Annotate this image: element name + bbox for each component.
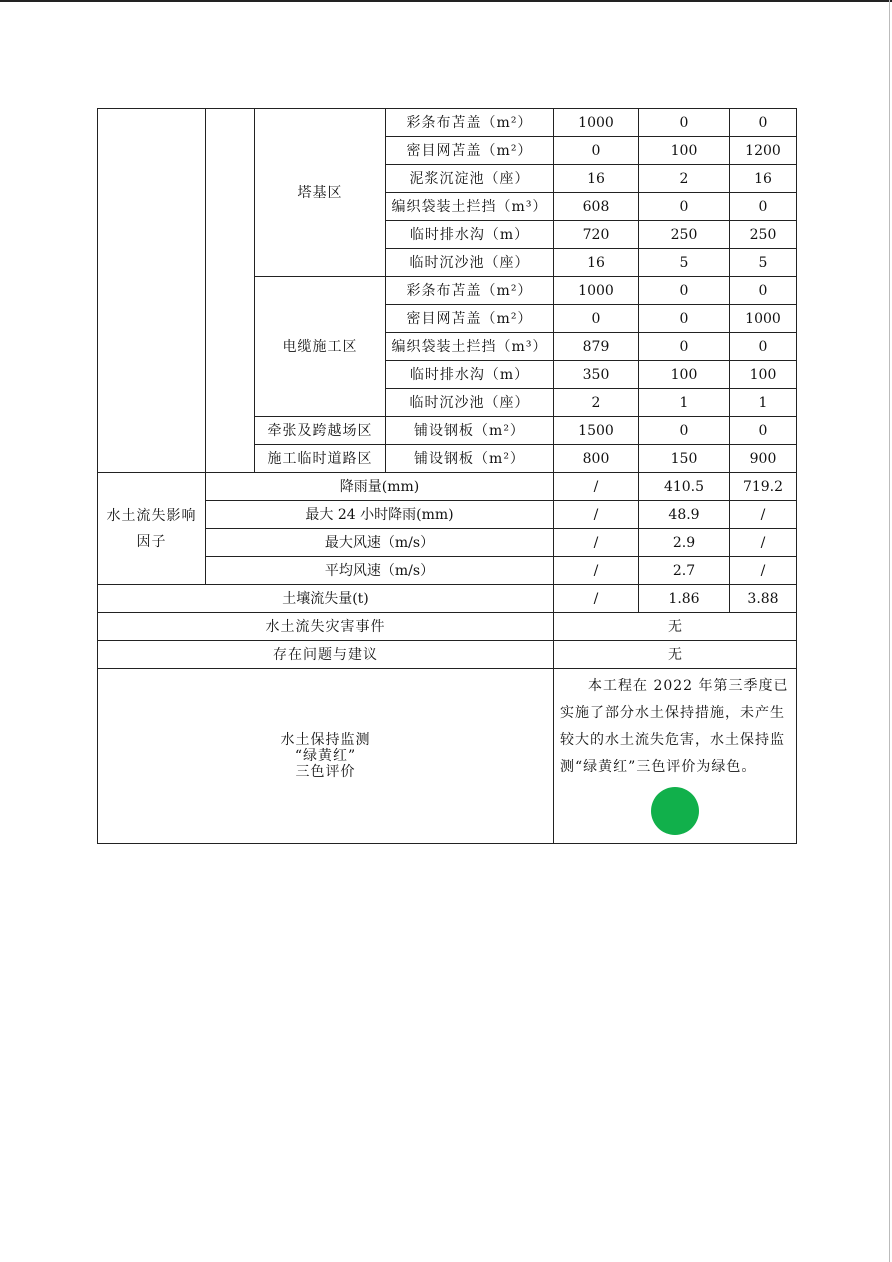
measure-name: 编织袋装土拦挡（m³） [386,333,554,361]
value-cell: 1200 [730,137,797,165]
monitoring-table [97,108,797,844]
value-cell: 100 [639,361,730,389]
value-cell: 1500 [554,417,639,445]
value-cell: / [554,529,639,557]
measure-name: 铺设钢板（m²） [386,445,554,473]
value-cell: 0 [730,417,797,445]
blank-group-cell [98,109,206,473]
value-cell: / [554,557,639,585]
value-cell: 1000 [730,305,797,333]
table-row [98,669,797,844]
value-cell: / [730,529,797,557]
value-cell: 1000 [554,277,639,305]
value-cell: 100 [730,361,797,389]
value-cell: 0 [639,417,730,445]
value-cell: 800 [554,445,639,473]
value-cell: 16 [554,249,639,277]
soil-loss-label: 土壤流失量(t) [98,585,554,613]
value-cell: / [730,557,797,585]
evaluation-label-line: “绿黄红” [294,748,357,764]
value-cell: 250 [639,221,730,249]
value-cell: 2 [554,389,639,417]
page-top-rule [0,0,892,2]
table-row [98,109,797,137]
measure-name: 铺设钢板（m²） [386,417,554,445]
value-cell: 720 [554,221,639,249]
factor-name: 最大 24 小时降雨(mm) [206,501,554,529]
value-cell: 150 [639,445,730,473]
measure-name: 临时沉沙池（座） [386,389,554,417]
value-cell: 0 [639,305,730,333]
table-row [98,641,797,669]
disaster-label: 水土流失灾害事件 [98,613,554,641]
value-cell: 1000 [554,109,639,137]
value-cell: 5 [730,249,797,277]
measure-name: 彩条布苫盖（m²） [386,109,554,137]
table-row [98,585,797,613]
value-cell: 2 [639,165,730,193]
issues-value: 无 [554,641,797,669]
value-cell: 350 [554,361,639,389]
value-cell: 5 [639,249,730,277]
value-cell: 0 [639,277,730,305]
measure-name: 临时排水沟（m） [386,361,554,389]
value-cell: 608 [554,193,639,221]
value-cell: 2.9 [639,529,730,557]
value-cell: 1.86 [639,585,730,613]
factors-label: 水土流失影响因子 [98,473,206,585]
evaluation-label-line: 水土保持监测 [280,732,371,748]
value-cell: 0 [639,109,730,137]
value-cell: / [730,501,797,529]
page-right-edge [889,0,890,1262]
measure-name: 密目网苫盖（m²） [386,137,554,165]
value-cell: 0 [639,193,730,221]
value-cell: 1 [730,389,797,417]
table-row [98,473,797,501]
cable-zone-label: 电缆施工区 [255,277,386,417]
value-cell: 1 [639,389,730,417]
evaluation-content [554,669,797,844]
value-cell: / [554,501,639,529]
value-cell: 410.5 [639,473,730,501]
value-cell: 0 [730,193,797,221]
value-cell: 0 [554,305,639,333]
value-cell: / [554,585,639,613]
tower-zone-label: 塔基区 [255,109,386,277]
disaster-value: 无 [554,613,797,641]
value-cell: 719.2 [730,473,797,501]
value-cell: 16 [554,165,639,193]
value-cell: 879 [554,333,639,361]
evaluation-dot-wrap [560,787,790,839]
measure-name: 彩条布苫盖（m²） [386,277,554,305]
evaluation-label-line: 三色评价 [295,764,356,780]
road-zone-label: 施工临时道路区 [255,445,386,473]
factor-name: 平均风速（m/s） [206,557,554,585]
value-cell: 0 [554,137,639,165]
evaluation-text: 本工程在 2022 年第三季度已实施了部分水土保持措施，未产生较大的水土流失危害，水土保持监测“绿黄红”三色评价为绿色。 [560,678,789,775]
value-cell: 250 [730,221,797,249]
measure-name: 临时排水沟（m） [386,221,554,249]
factor-name: 降雨量(mm) [206,473,554,501]
factor-name: 最大风速（m/s） [206,529,554,557]
measure-name: 泥浆沉淀池（座） [386,165,554,193]
evaluation-label [98,669,554,844]
stringing-zone-label: 牵张及跨越场区 [255,417,386,445]
measure-name: 密目网苫盖（m²） [386,305,554,333]
value-cell: 2.7 [639,557,730,585]
value-cell: 0 [730,109,797,137]
measure-name: 临时沉沙池（座） [386,249,554,277]
table-row [98,613,797,641]
measure-name: 编织袋装土拦挡（m³） [386,193,554,221]
value-cell: 0 [730,333,797,361]
value-cell: 0 [730,277,797,305]
value-cell: 3.88 [730,585,797,613]
green-status-dot [651,787,699,835]
value-cell: 16 [730,165,797,193]
value-cell: 48.9 [639,501,730,529]
value-cell: 900 [730,445,797,473]
value-cell: 0 [639,333,730,361]
value-cell: / [554,473,639,501]
blank-subgroup-cell [206,109,255,473]
value-cell: 100 [639,137,730,165]
issues-label: 存在问题与建议 [98,641,554,669]
